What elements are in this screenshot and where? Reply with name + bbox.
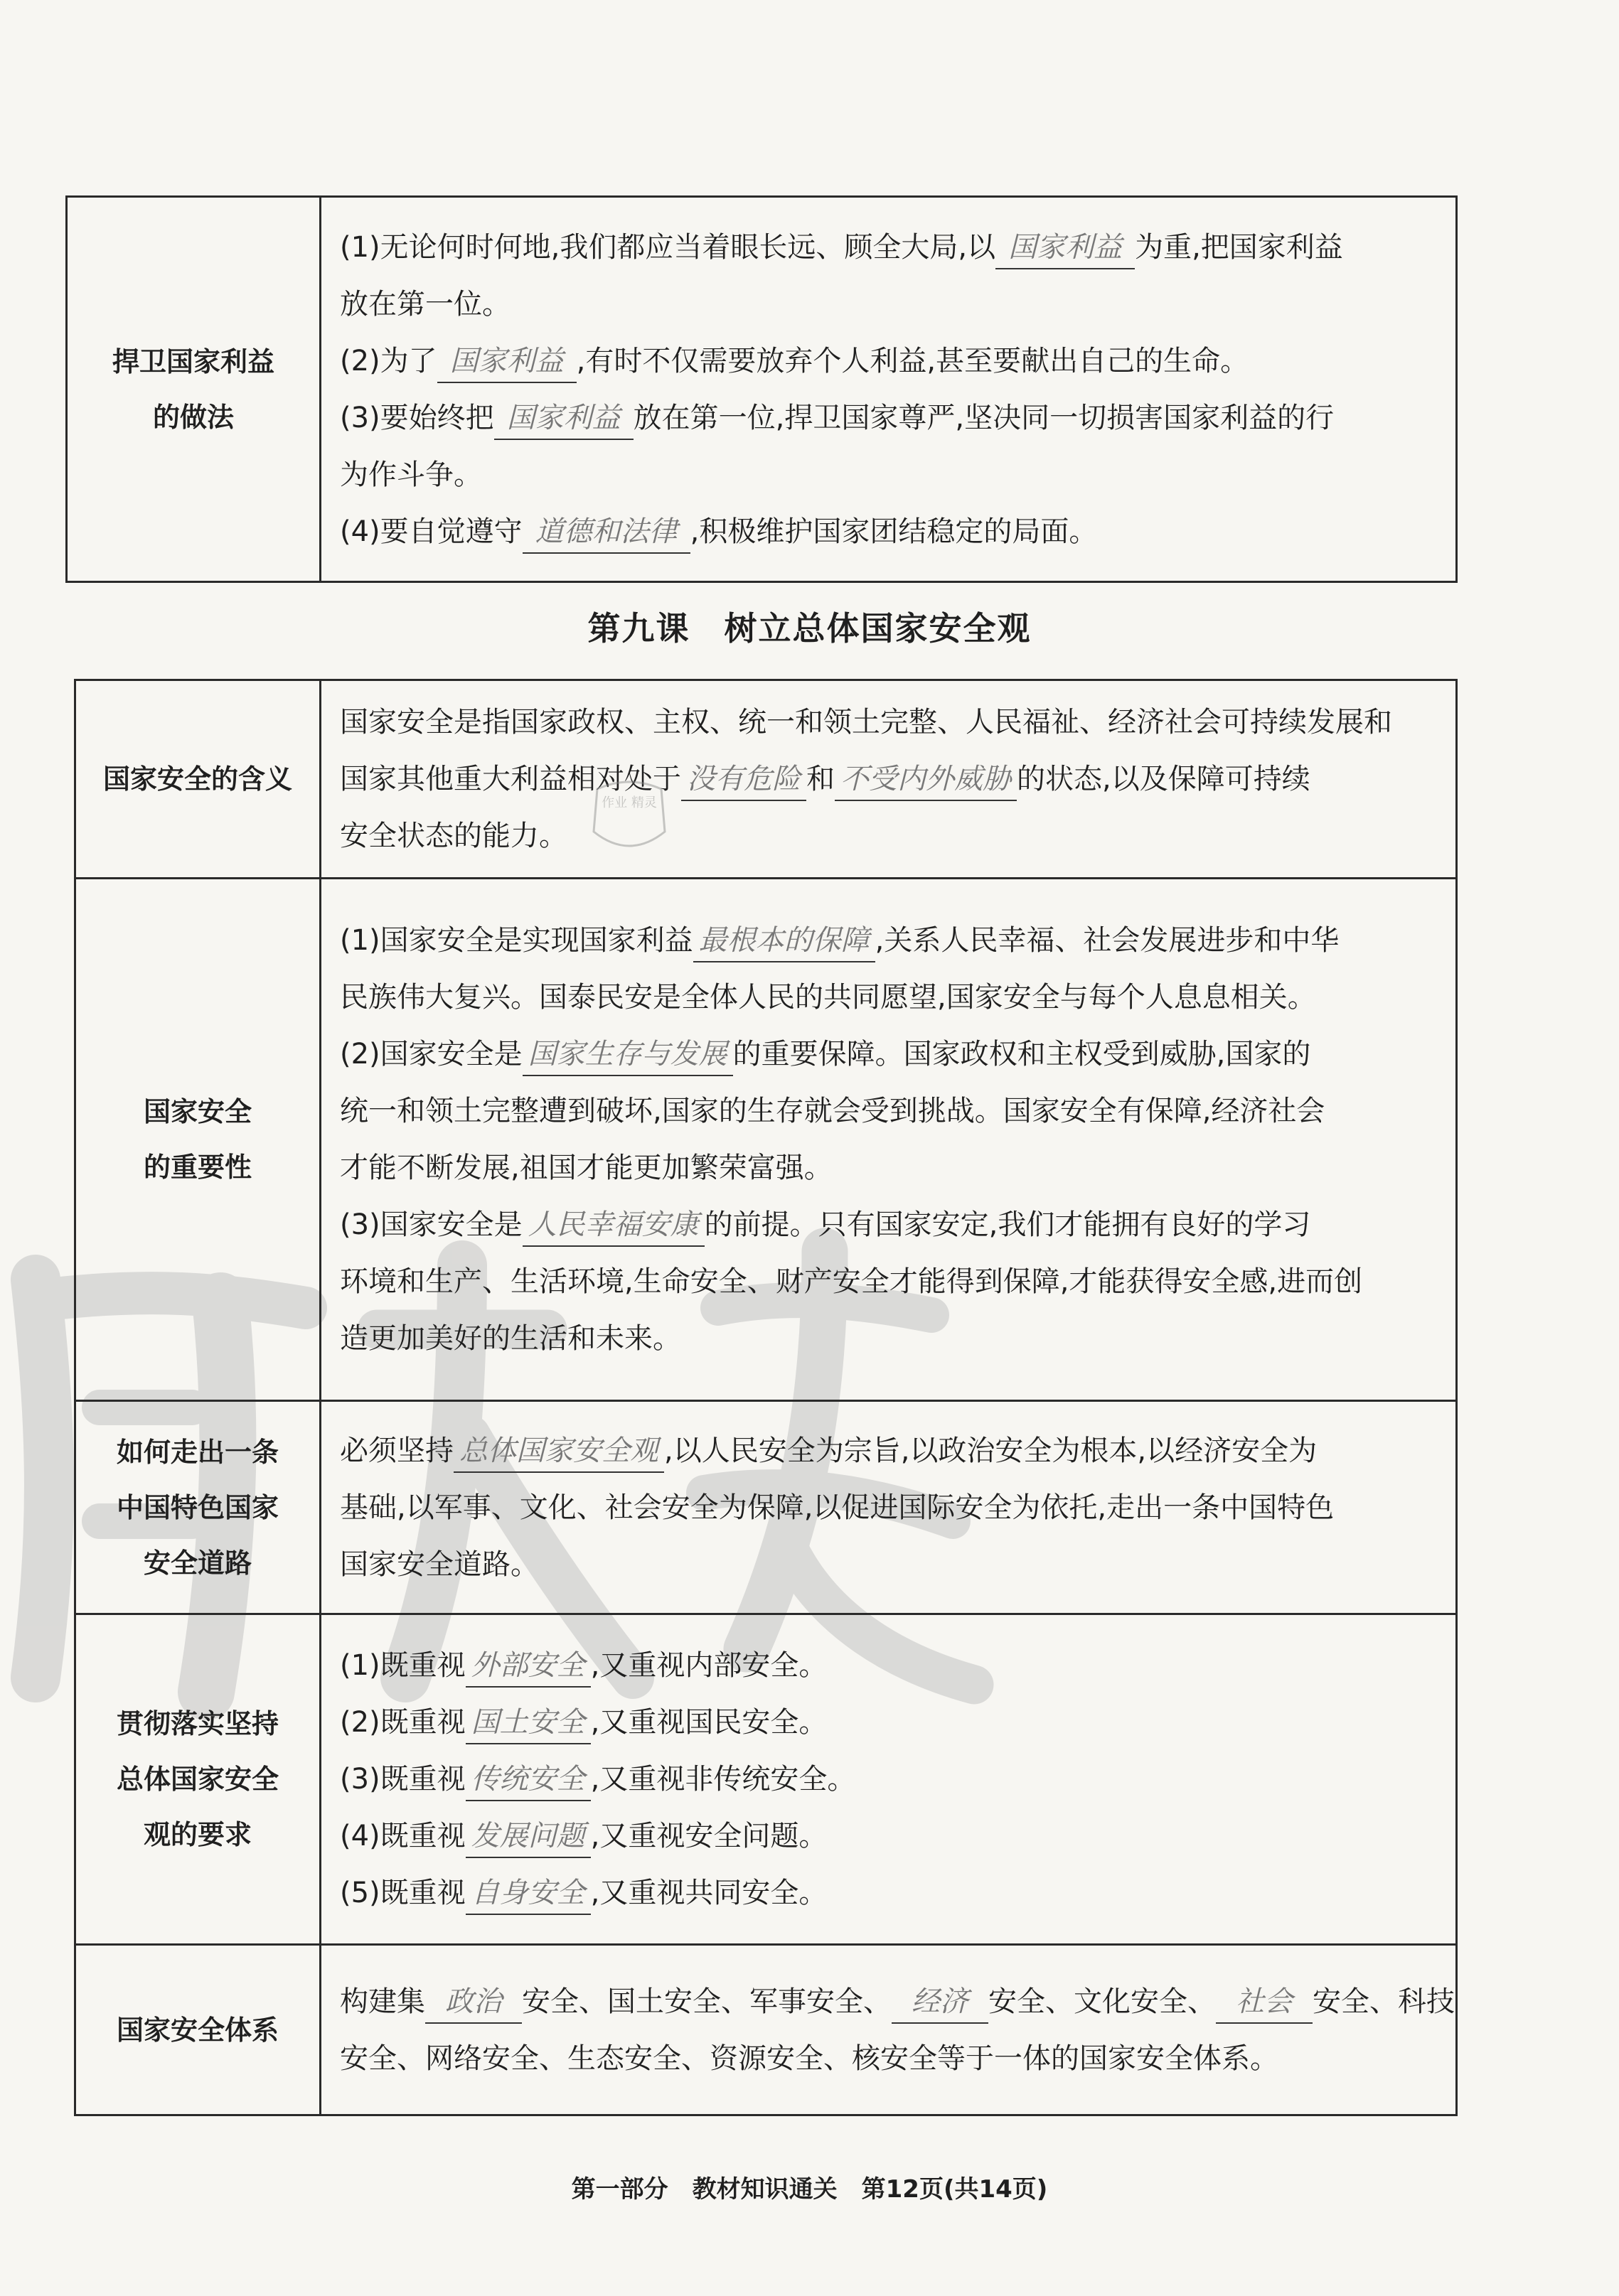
- line-text: (3)既重视: [340, 1763, 466, 1796]
- line-text: 的状态,以及保障可持续: [1017, 763, 1310, 795]
- line-text: 造更加美好的生活和未来。: [340, 1322, 681, 1355]
- content-line: [340, 1479, 1438, 1536]
- security-table: [74, 679, 1458, 2116]
- row-label: [75, 1401, 321, 1614]
- answer-blank: 总体国家安全观: [454, 1430, 664, 1473]
- answer-blank: 国土安全: [466, 1702, 591, 1744]
- line-text: 和: [806, 763, 835, 795]
- row-content: [321, 197, 1457, 582]
- answer-blank: 外部安全: [466, 1645, 591, 1688]
- row-content: [321, 680, 1457, 879]
- content-line: [340, 1422, 1438, 1479]
- line-text: 才能不断发展,祖国才能更加繁荣富强。: [340, 1152, 833, 1184]
- content-line: [340, 333, 1438, 390]
- answer-blank: 没有危险: [681, 758, 806, 801]
- line-text: 为作斗争。: [340, 458, 482, 491]
- line-text: 安全、科技: [1313, 1985, 1455, 2018]
- content-line: [340, 2030, 1438, 2087]
- content-line: [340, 1083, 1438, 1139]
- content-line: [340, 1536, 1438, 1593]
- line-text: (3)要始终把: [340, 401, 494, 434]
- content-line: [340, 1310, 1438, 1367]
- table-row: [75, 1945, 1457, 2115]
- page-footer: 第一部分 教材知识通关 第12页(共14页): [571, 2175, 1048, 2204]
- answer-blank: 道德和法律: [523, 511, 690, 554]
- label-line: 贯彻落实坚持: [116, 1708, 279, 1739]
- label-line: 国家安全: [143, 1096, 252, 1127]
- row-label: [75, 680, 321, 879]
- line-text: 安全、文化安全、: [988, 1985, 1216, 2018]
- line-text: ,又重视安全问题。: [590, 1820, 828, 1852]
- label-line: 国家安全的含义: [102, 763, 292, 795]
- line-text: ,有时不仅需要放弃个人利益,甚至要献出自己的生命。: [576, 344, 1249, 377]
- line-text: 基础,以军事、文化、社会安全为保障,以促进国际安全为依托,走出一条中国特色: [340, 1491, 1335, 1524]
- line-text: 为重,把国家利益: [1135, 230, 1343, 264]
- label-line: 安全道路: [143, 1547, 252, 1579]
- line-text: 的前提。只有国家安定,我们才能拥有良好的学习: [704, 1208, 1311, 1241]
- table-row: [75, 1614, 1457, 1945]
- line-text: 安全、国土安全、军事安全、: [522, 1985, 892, 2018]
- table-row: [75, 879, 1457, 1401]
- line-text: 国家安全是指国家政权、主权、统一和领土完整、人民福祉、经济社会可持续发展和: [340, 706, 1392, 739]
- label-line: 的重要性: [143, 1152, 252, 1183]
- row-content: [321, 879, 1457, 1401]
- answer-blank: 国家利益: [995, 227, 1135, 269]
- answer-blank: 国家利益: [437, 340, 577, 383]
- content-line: [340, 390, 1438, 446]
- line-text: 放在第一位,捍卫国家尊严,坚决同一切损害国家利益的行: [633, 401, 1335, 434]
- line-text: (5)既重视: [340, 1877, 466, 1909]
- answer-blank: 国家生存与发展: [523, 1034, 733, 1076]
- content-line: [340, 808, 1438, 864]
- line-text: 安全状态的能力。: [340, 820, 567, 852]
- line-text: ,以人民安全为宗旨,以政治安全为根本,以经济安全为: [664, 1434, 1318, 1467]
- content-line: [340, 1865, 1438, 1921]
- content-line: [340, 446, 1438, 503]
- line-text: (1)既重视: [340, 1649, 466, 1682]
- answer-blank: 社会: [1216, 1981, 1313, 2024]
- line-text: (4)既重视: [340, 1820, 466, 1852]
- answer-blank: 传统安全: [466, 1759, 591, 1801]
- stamp-text: 作业 精灵: [602, 795, 657, 810]
- line-text: (2)既重视: [340, 1706, 466, 1739]
- row-content: [321, 1945, 1457, 2115]
- label-line: 的做法: [152, 401, 234, 433]
- row-label: [75, 1945, 321, 2115]
- line-text: (2)为了: [340, 344, 437, 377]
- line-text: ,关系人民幸福、社会发展进步和中华: [875, 924, 1340, 957]
- content-line: [340, 1253, 1438, 1310]
- content-line: [340, 1751, 1438, 1808]
- label-line: 观的要求: [143, 1819, 252, 1850]
- line-text: (3)国家安全是: [340, 1208, 523, 1241]
- line-text: 必须坚持: [340, 1434, 454, 1467]
- answer-blank: 自身安全: [466, 1872, 591, 1915]
- answer-blank: 最根本的保障: [693, 920, 875, 962]
- table-row: [75, 1401, 1457, 1614]
- table-row: [75, 680, 1457, 879]
- line-text: 民族伟大复兴。国泰民安是全体人民的共同愿望,国家安全与每个人息息相关。: [340, 981, 1316, 1014]
- table-row: [67, 197, 1457, 582]
- content-line: [340, 912, 1438, 969]
- answer-blank: 经济: [892, 1981, 988, 2024]
- content-line: [340, 1973, 1455, 2030]
- content-line: [340, 694, 1438, 751]
- content-line: [340, 1026, 1438, 1083]
- answer-blank: 人民幸福安康: [523, 1204, 705, 1247]
- content-line: [340, 1808, 1438, 1865]
- content-line: [340, 751, 1438, 808]
- stamp-icon: [583, 775, 675, 860]
- line-text: 构建集: [340, 1985, 425, 2018]
- row-label: [75, 879, 321, 1401]
- line-text: ,又重视非传统安全。: [590, 1763, 856, 1796]
- section-title: 第九课 树立总体国家安全观: [587, 609, 1032, 648]
- content-line: [340, 503, 1438, 560]
- row-label: [75, 1614, 321, 1945]
- practice-table: [65, 195, 1458, 583]
- line-text: (1)无论何时何地,我们都应当着眼长远、顾全大局,以: [340, 230, 996, 264]
- content-line: [340, 969, 1438, 1026]
- label-line: 中国特色国家: [116, 1491, 279, 1523]
- line-text: ,又重视国民安全。: [590, 1706, 828, 1739]
- line-text: 安全、网络安全、生态安全、资源安全、核安全等于一体的国家安全体系。: [340, 2042, 1278, 2075]
- row-label: [67, 197, 321, 582]
- line-text: ,积极维护国家团结稳定的局面。: [690, 515, 1098, 548]
- line-text: ,又重视内部安全。: [590, 1649, 828, 1682]
- line-text: 国家安全道路。: [340, 1547, 539, 1581]
- line-text: 放在第一位。: [340, 287, 511, 321]
- answer-blank: 政治: [425, 1981, 522, 2024]
- label-line: 总体国家安全: [116, 1764, 279, 1795]
- line-text: (4)要自觉遵守: [340, 515, 523, 548]
- line-text: (2)国家安全是: [340, 1038, 523, 1071]
- content-line: [340, 276, 1438, 333]
- line-text: 国家其他重大利益相对处于: [340, 763, 681, 795]
- label-line: 捍卫国家利益: [112, 345, 274, 377]
- line-text: ,又重视共同安全。: [590, 1877, 828, 1909]
- row-content: [321, 1614, 1457, 1945]
- answer-blank: 国家利益: [494, 397, 634, 440]
- content-line: [340, 1694, 1438, 1751]
- label-line: 国家安全体系: [116, 2014, 279, 2046]
- line-text: 的重要保障。国家政权和主权受到威胁,国家的: [732, 1038, 1311, 1071]
- line-text: 统一和领土完整遭到破坏,国家的生存就会受到挑战。国家安全有保障,经济社会: [340, 1095, 1325, 1127]
- answer-blank: 不受内外威胁: [835, 758, 1017, 801]
- content-line: [340, 1139, 1438, 1196]
- content-line: [340, 1196, 1438, 1253]
- line-text: 环境和生产、生活环境,生命安全、财产安全才能得到保障,才能获得安全感,进而创: [340, 1265, 1363, 1298]
- answer-blank: 发展问题: [466, 1815, 591, 1858]
- row-content: [321, 1401, 1457, 1614]
- content-line: [340, 1637, 1438, 1694]
- content-line: [340, 219, 1438, 276]
- line-text: (1)国家安全是实现国家利益: [340, 924, 693, 957]
- label-line: 如何走出一条: [116, 1436, 279, 1468]
